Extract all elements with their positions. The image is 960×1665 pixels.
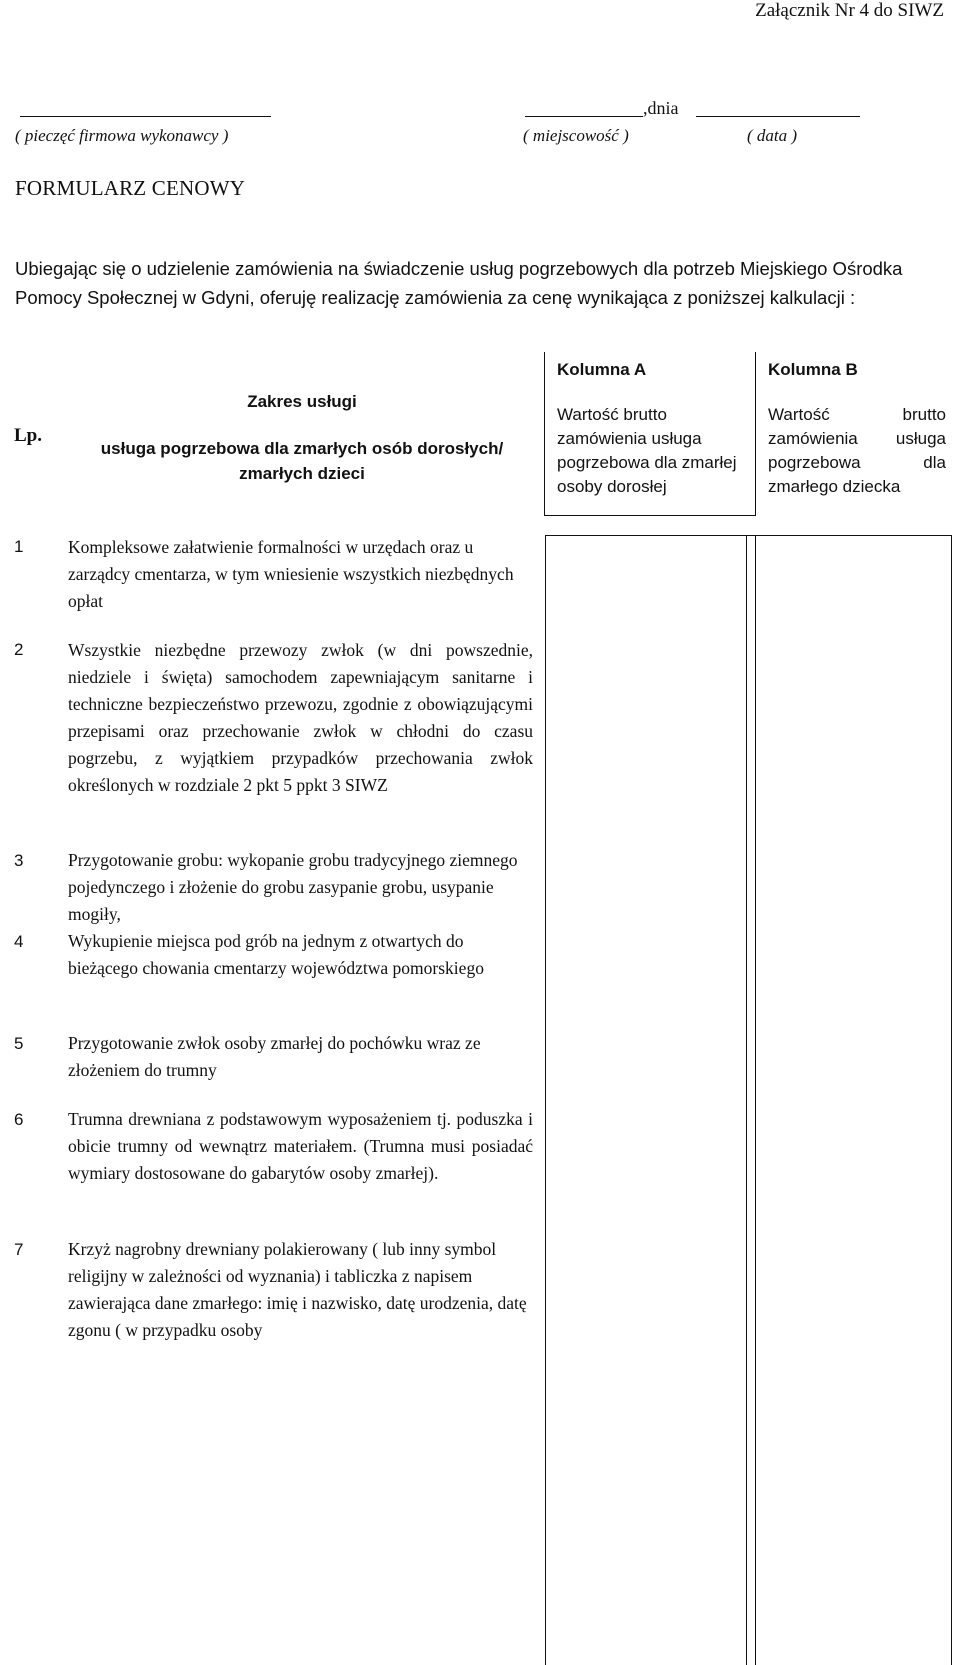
row-number: 4 <box>14 932 24 951</box>
place-label: ( miejscowość ) <box>523 126 629 145</box>
stamp-line <box>20 116 271 117</box>
column-b-desc-line: Wartość brutto <box>768 405 946 424</box>
scope-subtitle: usługa pogrzebowa dla zmarłych osób dorosłych/ zmarłych dzieci <box>100 439 504 483</box>
column-a-title: Kolumna A <box>557 360 647 379</box>
row-description: Wszystkie niezbędne przewozy zwłok (w dni powszednie, niedziele i święta) samochodem zapewniającym sanitarne i techniczne bezpieczeństwo przewozu, zgodnie z obowiązującymi przepisami oraz przechowanie zwłok w chłodni do czasu pogrzebu, z wyjątkiem przypadków przechowania zwłok określonych w rozdziale 2 pkt 5 ppkt 3 SIWZ <box>68 640 533 795</box>
column-divider <box>755 352 756 516</box>
value-box-column-b[interactable] <box>746 535 952 1665</box>
date-label: ( data ) <box>747 126 798 145</box>
row-number: 1 <box>14 537 24 556</box>
row-number: 6 <box>14 1110 24 1129</box>
form-title: FORMULARZ CENOWY <box>15 176 246 200</box>
annex-label: Załącznik Nr 4 do SIWZ <box>755 0 944 21</box>
row-description: Wykupienie miejsca pod grób na jednym z otwartych do bieżącego chowania cmentarzy województwa pomorskiego <box>68 931 484 978</box>
column-b-desc <box>768 403 946 499</box>
row-number: 7 <box>14 1240 24 1259</box>
lp-header: Lp. <box>14 425 42 446</box>
column-b-desc-line: pogrzebowa dla <box>768 453 946 472</box>
row-number: 5 <box>14 1034 24 1053</box>
column-b-title: Kolumna B <box>768 360 858 379</box>
scope-title: Zakres usługi <box>247 392 357 411</box>
dnia-label: ,dnia <box>643 98 679 118</box>
row-description: Przygotowanie grobu: wykopanie grobu tradycyjnego ziemnego pojedynczego i złożenie do grobu zasypanie grobu, usypanie mogiły, <box>68 850 518 924</box>
row-number: 3 <box>14 851 24 870</box>
row-description: Krzyż nagrobny drewniany polakierowany ( lub inny symbol religijny w zależności od wyznania) i tabliczka z napisem zawierająca dane zmarłego: imię i nazwisko, datę urodzenia, datę zgonu ( w przypadku osoby <box>68 1239 527 1340</box>
intro-paragraph: Ubiegając się o udzielenie zamówienia na świadczenie usług pogrzebowych dla potrzeb Miejskiego Ośrodka Pomocy Społecznej w Gdyni, oferuję realizację zamówienia za cenę wynikająca z poniższej kalkulacji : <box>15 258 903 308</box>
place-line <box>525 116 643 117</box>
date-line <box>696 116 860 117</box>
column-b-desc-line: zamówienia usługa <box>768 429 946 448</box>
column-divider <box>544 515 756 516</box>
row-number: 2 <box>14 640 24 659</box>
stamp-label: ( pieczęć firmowa wykonawcy ) <box>15 126 229 145</box>
row-description: Kompleksowe załatwienie formalności w urzędach oraz u zarządcy cmentarza, w tym wniesienie wszystkich niezbędnych opłat <box>68 537 514 611</box>
column-a-desc: Wartość brutto zamówienia usługa pogrzebowa dla zmarłej osoby dorosłej <box>557 405 737 496</box>
row-description: Przygotowanie zwłok osoby zmarłej do pochówku wraz ze złożeniem do trumny <box>68 1033 481 1080</box>
value-box-column-a[interactable] <box>545 535 756 1665</box>
row-description: Trumna drewniana z podstawowym wyposażeniem tj. poduszka i obicie trumny od wewnątrz materiałem. (Trumna musi posiadać wymiary dostosowane do gabarytów osoby zmarłej). <box>68 1109 533 1183</box>
column-b-desc-line: zmarłego dziecka <box>768 477 901 496</box>
column-divider <box>544 352 545 516</box>
